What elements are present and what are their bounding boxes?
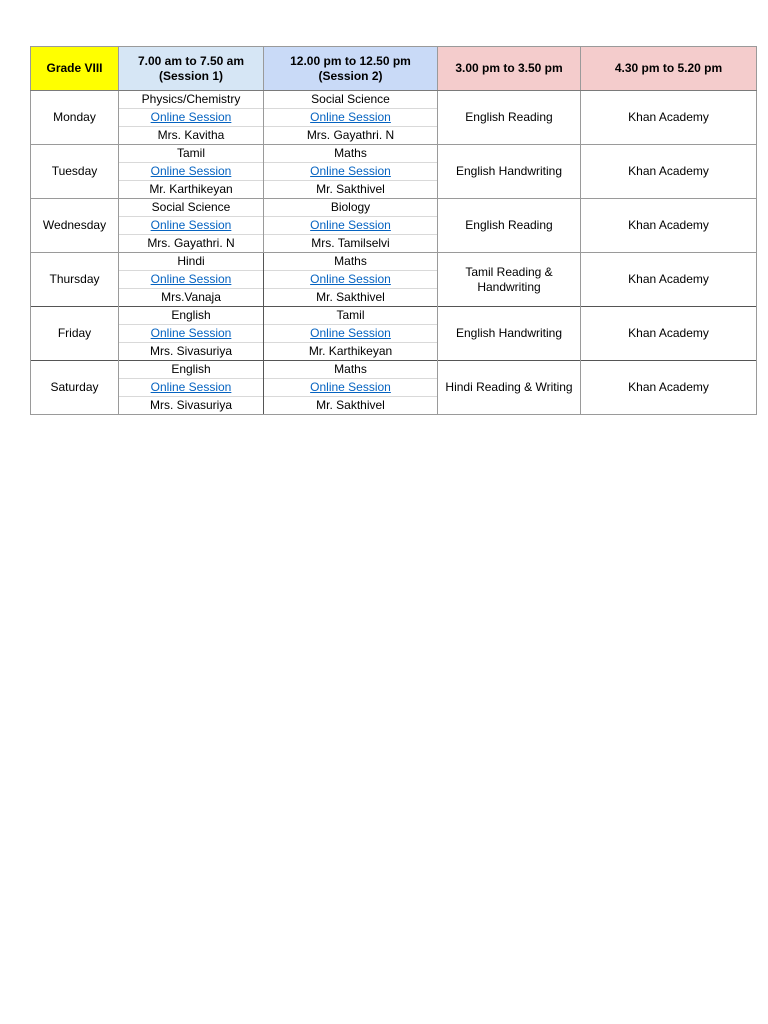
session1-header [119,47,264,91]
slot3-activity-line1: English Reading [465,110,553,124]
session1-subject: Social Science [119,199,264,217]
slot3-header [438,47,581,91]
session2-time: 12.00 pm to 12.50 pm [290,53,411,68]
timetable [30,46,757,415]
slot3-activity [438,253,581,307]
day-row [31,307,757,325]
grade-label: Grade VIII [46,61,103,75]
day-name: Friday [31,307,119,361]
session1-teacher: Mr. Karthikeyan [119,181,264,199]
session1-online-link[interactable]: Online Session [150,380,232,394]
session2-subject: Maths [264,145,438,163]
session2-teacher: Mr. Sakthivel [264,397,438,415]
day-row [31,199,757,217]
session1-online-link[interactable]: Online Session [150,218,232,232]
slot4-activity: Khan Academy [581,361,757,415]
slot3-activity-line1: English Handwriting [455,326,563,340]
session1-subject: Hindi [119,253,264,271]
session2-link-cell [264,163,438,181]
session2-online-link[interactable]: Online Session [310,164,391,178]
session1-subject: Tamil [119,145,264,163]
session2-link-cell [264,217,438,235]
grade-header [31,47,119,91]
session2-teacher: Mrs. Tamilselvi [264,235,438,253]
slot3-activity-line2: Handwriting [477,279,541,294]
session1-link-cell [119,379,264,397]
day-name: Tuesday [31,145,119,199]
session2-online-link[interactable]: Online Session [310,218,391,232]
slot4-activity: Khan Academy [581,253,757,307]
slot3-activity [438,361,581,415]
slot4-activity: Khan Academy [581,145,757,199]
slot3-activity [438,145,581,199]
day-row [31,145,757,163]
session2-subject: Social Science [264,91,438,109]
session1-subject: Physics/Chemistry [119,91,264,109]
session2-teacher: Mr. Sakthivel [264,181,438,199]
session2-online-link[interactable]: Online Session [310,110,391,124]
session2-online-link[interactable]: Online Session [310,380,391,394]
slot3-activity-line1: English Handwriting [455,164,563,178]
session1-teacher: Mrs. Gayathri. N [119,235,264,253]
session1-link-cell [119,271,264,289]
slot3-activity [438,199,581,253]
session2-subject: Tamil [264,307,438,325]
session2-teacher: Mr. Sakthivel [264,289,438,307]
session2-subject: Biology [264,199,438,217]
session1-online-link[interactable]: Online Session [150,110,232,124]
session1-link-cell [119,163,264,181]
session2-link-cell [264,325,438,343]
session2-subject: Maths [264,361,438,379]
day-row [31,361,757,379]
day-row [31,253,757,271]
session2-subject: Maths [264,253,438,271]
session1-link-cell [119,217,264,235]
session1-online-link[interactable]: Online Session [150,272,232,286]
session1-teacher: Mrs. Kavitha [119,127,264,145]
session2-header [264,47,438,91]
session1-online-link[interactable]: Online Session [150,326,232,340]
session2-online-link[interactable]: Online Session [310,272,391,286]
slot3-activity-line1: English Reading [465,218,553,232]
session2-teacher: Mr. Karthikeyan [264,343,438,361]
session1-link-cell [119,325,264,343]
session1-teacher: Mrs. Sivasuriya [119,397,264,415]
slot3-activity [438,307,581,361]
slot4-activity: Khan Academy [581,199,757,253]
session1-subject: English [119,361,264,379]
session2-label: (Session 2) [318,68,383,83]
day-name: Wednesday [31,199,119,253]
slot4-activity: Khan Academy [581,91,757,145]
session2-link-cell [264,271,438,289]
session1-teacher: Mrs. Sivasuriya [119,343,264,361]
session2-teacher: Mrs. Gayathri. N [264,127,438,145]
session2-link-cell [264,379,438,397]
slot3-time: 3.00 pm to 3.50 pm [455,61,563,75]
day-name: Monday [31,91,119,145]
slot4-activity: Khan Academy [581,307,757,361]
day-row [31,91,757,109]
session1-time: 7.00 am to 7.50 am [137,53,245,68]
session1-teacher: Mrs.Vanaja [119,289,264,307]
session2-online-link[interactable]: Online Session [310,326,391,340]
slot4-header [581,47,757,91]
session1-subject: English [119,307,264,325]
session1-link-cell [119,109,264,127]
day-name: Saturday [31,361,119,415]
header-row [31,47,757,91]
session2-link-cell [264,109,438,127]
day-name: Thursday [31,253,119,307]
session1-online-link[interactable]: Online Session [150,164,232,178]
slot3-activity [438,91,581,145]
slot4-time: 4.30 pm to 5.20 pm [614,61,723,75]
slot3-activity-line1: Tamil Reading & [465,264,553,279]
slot3-activity-line1: Hindi Reading & Writing [445,380,573,394]
session1-label: (Session 1) [158,68,224,83]
